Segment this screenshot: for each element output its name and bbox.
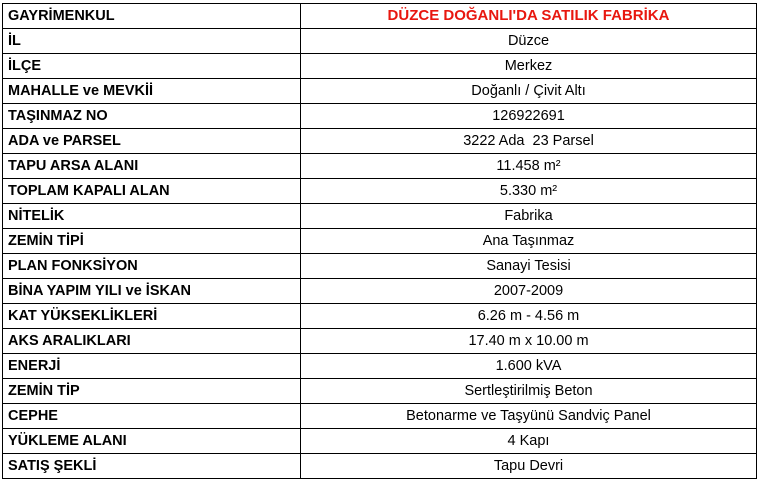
row-value: 4 Kapı — [301, 429, 757, 454]
row-label: ENERJİ — [3, 354, 301, 379]
row-label: AKS ARALIKLARI — [3, 329, 301, 354]
table-row — [3, 304, 757, 329]
row-label: İL — [3, 29, 301, 54]
row-label: TAŞINMAZ NO — [3, 104, 301, 129]
table-row — [3, 54, 757, 79]
row-value: Merkez — [301, 54, 757, 79]
table-row — [3, 279, 757, 304]
row-value: 126922691 — [301, 104, 757, 129]
table-row — [3, 179, 757, 204]
row-label: YÜKLEME ALANI — [3, 429, 301, 454]
row-value: 6.26 m - 4.56 m — [301, 304, 757, 329]
row-label: İLÇE — [3, 54, 301, 79]
table-row — [3, 129, 757, 154]
row-value: Sertleştirilmiş Beton — [301, 379, 757, 404]
table-row — [3, 454, 757, 479]
row-label: KAT YÜKSEKLİKLERİ — [3, 304, 301, 329]
row-label: TOPLAM KAPALI ALAN — [3, 179, 301, 204]
table-row — [3, 404, 757, 429]
row-value: 2007-2009 — [301, 279, 757, 304]
row-value: 5.330 m² — [301, 179, 757, 204]
row-value: Betonarme ve Taşyünü Sandviç Panel — [301, 404, 757, 429]
row-value: 17.40 m x 10.00 m — [301, 329, 757, 354]
table-row — [3, 354, 757, 379]
row-label: BİNA YAPIM YILI ve İSKAN — [3, 279, 301, 304]
table-row — [3, 229, 757, 254]
table-row — [3, 104, 757, 129]
table-header-row — [3, 4, 757, 29]
table-row — [3, 29, 757, 54]
row-label: ADA ve PARSEL — [3, 129, 301, 154]
table-row — [3, 379, 757, 404]
row-label: MAHALLE ve MEVKİİ — [3, 79, 301, 104]
row-label: ZEMİN TİP — [3, 379, 301, 404]
row-value: Düzce — [301, 29, 757, 54]
row-label: PLAN FONKSİYON — [3, 254, 301, 279]
row-value: Tapu Devri — [301, 454, 757, 479]
table-row — [3, 329, 757, 354]
row-label: CEPHE — [3, 404, 301, 429]
table-row — [3, 204, 757, 229]
table-row — [3, 79, 757, 104]
row-label: TAPU ARSA ALANI — [3, 154, 301, 179]
table-row — [3, 154, 757, 179]
row-value: Ana Taşınmaz — [301, 229, 757, 254]
row-value: Sanayi Tesisi — [301, 254, 757, 279]
row-value: 11.458 m² — [301, 154, 757, 179]
listing-title: DÜZCE DOĞANLI'DA SATILIK FABRİKA — [301, 4, 757, 29]
header-label: GAYRİMENKUL — [3, 4, 301, 29]
table-row — [3, 429, 757, 454]
row-value: Doğanlı / Çivit Altı — [301, 79, 757, 104]
table-row — [3, 254, 757, 279]
row-label: ZEMİN TİPİ — [3, 229, 301, 254]
property-info-table — [2, 3, 757, 479]
row-label: NİTELİK — [3, 204, 301, 229]
row-value: Fabrika — [301, 204, 757, 229]
row-label: SATIŞ ŞEKLİ — [3, 454, 301, 479]
row-value: 3222 Ada 23 Parsel — [301, 129, 757, 154]
row-value: 1.600 kVA — [301, 354, 757, 379]
